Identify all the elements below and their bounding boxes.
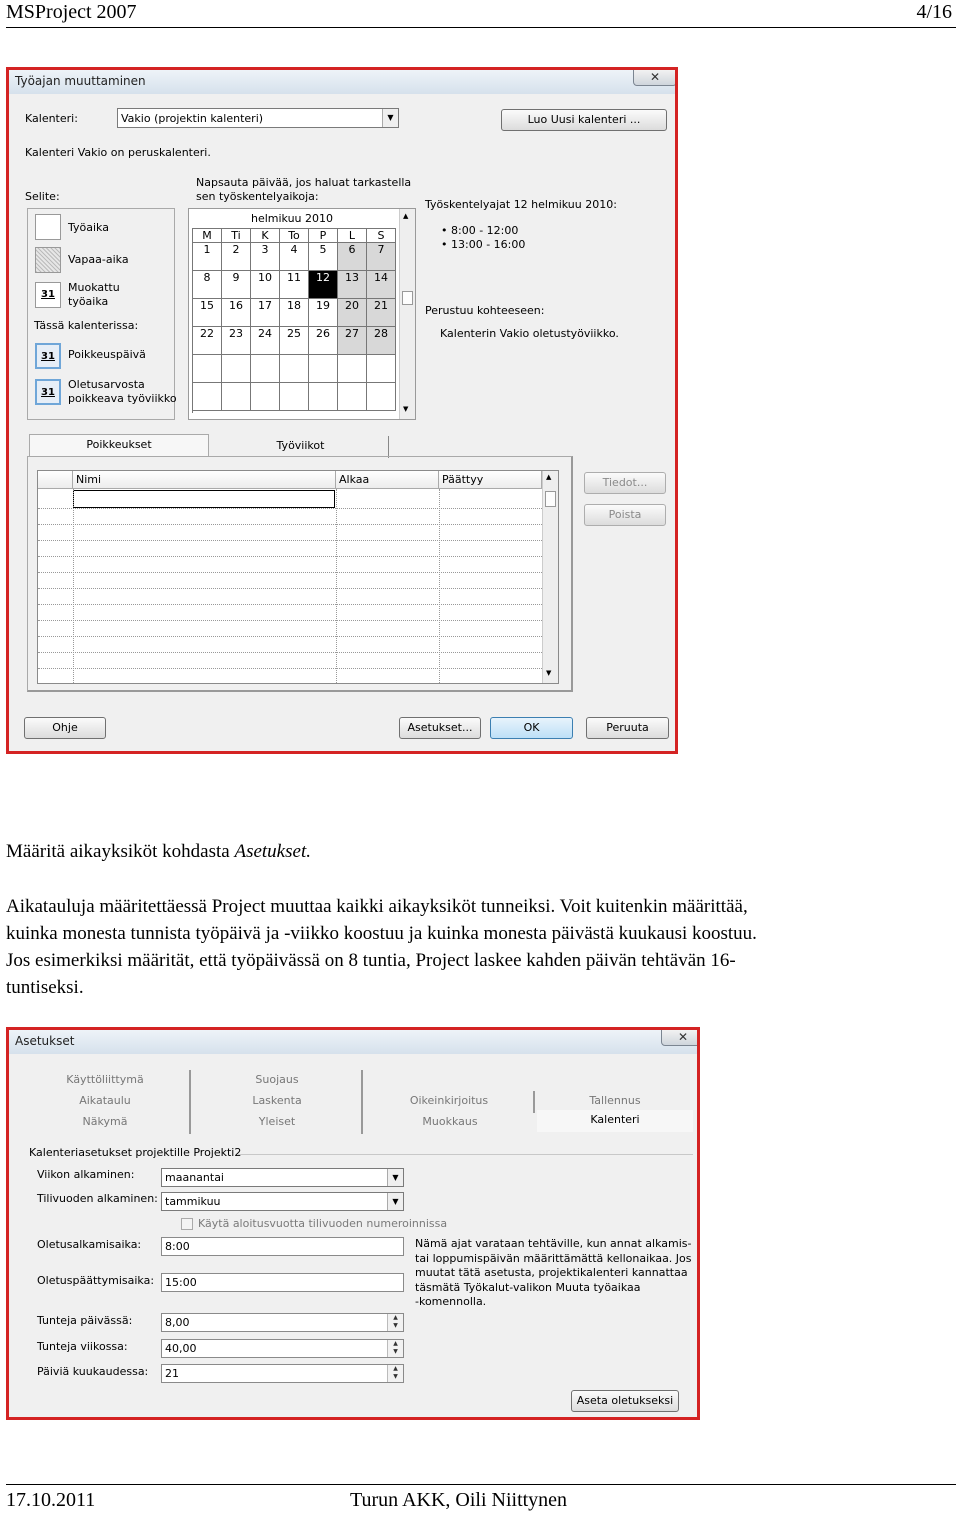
tab-save[interactable]: Tallennus bbox=[589, 1094, 641, 1107]
legend-edited-line2: työaika bbox=[68, 295, 109, 308]
nonworking-time-swatch bbox=[35, 247, 61, 273]
calendar-day[interactable]: 16 bbox=[222, 299, 251, 327]
column-divider bbox=[73, 489, 74, 683]
spinner-arrows-icon[interactable]: ▲ ▼ bbox=[387, 1314, 403, 1331]
table-row[interactable] bbox=[38, 540, 542, 541]
tab-view[interactable]: Näkymä bbox=[21, 1112, 191, 1134]
footer-date: 17.10.2011 bbox=[6, 1489, 96, 1511]
column-divider bbox=[439, 489, 440, 683]
calendar-day[interactable]: 20 bbox=[338, 299, 367, 327]
default-end-label: Oletuspäättymisaika: bbox=[37, 1274, 155, 1287]
calendar-empty-cell bbox=[280, 383, 309, 411]
tab-schedule[interactable]: Aikataulu bbox=[21, 1091, 191, 1113]
table-row[interactable] bbox=[38, 572, 542, 573]
set-as-default-button[interactable]: Aseta oletukseksi bbox=[571, 1390, 679, 1412]
working-times-list: • 8:00 - 12:00 • 13:00 - 16:00 bbox=[441, 224, 526, 251]
legend-box bbox=[27, 208, 175, 420]
spinner-arrows-icon[interactable]: ▲ ▼ bbox=[387, 1340, 403, 1357]
scroll-up-icon[interactable]: ▲ bbox=[403, 212, 409, 220]
hours-per-day-input[interactable]: 8,00 ▲ ▼ bbox=[161, 1313, 404, 1332]
dialog-title: Työajan muuttaminen bbox=[15, 74, 146, 88]
tab-spelling[interactable]: Oikeinkirjoitus bbox=[365, 1091, 535, 1113]
default-times-info: Nämä ajat varataan tehtäville, kun annat alkamis- tai loppumispäivän määrittämättä kellonaikaa. Jos muutat tätä asetusta, projektikalenteri kannattaa täsmätä Työkalut-valikon Muuta työaikaa -komennolla. bbox=[415, 1237, 692, 1308]
weekday-header: To bbox=[280, 229, 309, 243]
table-row[interactable] bbox=[38, 652, 542, 653]
calendar-empty-cell bbox=[367, 355, 396, 383]
weekday-header: P bbox=[309, 229, 338, 243]
fiscal-year-checkbox[interactable] bbox=[181, 1218, 193, 1230]
week-start-select[interactable]: maanantai ▼ bbox=[161, 1168, 404, 1187]
calendar-empty-cell bbox=[193, 355, 222, 383]
table-scrollbar[interactable] bbox=[542, 471, 558, 683]
calendar-day[interactable]: 6 bbox=[338, 243, 367, 271]
calendar-day[interactable]: 7 bbox=[367, 243, 396, 271]
calendar-empty-cell bbox=[367, 383, 396, 411]
calendar-options-title: Kalenteriasetukset projektille Projekti2 bbox=[29, 1146, 242, 1159]
legend-exception: Poikkeuspäivä bbox=[68, 348, 146, 361]
calendar-day[interactable]: 1 bbox=[193, 243, 222, 271]
options-tab-strip bbox=[21, 1070, 693, 1134]
calendar-day[interactable]: 22 bbox=[193, 327, 222, 355]
help-button[interactable]: Ohje bbox=[24, 717, 106, 739]
calendar-empty-cell bbox=[251, 355, 280, 383]
calendar-day[interactable]: 17 bbox=[251, 299, 280, 327]
cancel-button[interactable]: Peruuta bbox=[586, 717, 669, 739]
legend-edited-line1: Muokattu bbox=[68, 281, 120, 294]
calendar-day[interactable]: 8 bbox=[193, 271, 222, 299]
calendar-empty-cell bbox=[251, 383, 280, 411]
calendar-day[interactable]: 3 bbox=[251, 243, 280, 271]
table-row[interactable] bbox=[38, 620, 542, 621]
weekday-header: M bbox=[193, 229, 222, 243]
calendar-month: helmikuu 2010 bbox=[250, 212, 334, 225]
page-footer bbox=[6, 1484, 956, 1514]
default-start-input[interactable]: 8:00 bbox=[161, 1237, 404, 1256]
calendar-empty-cell bbox=[222, 355, 251, 383]
exception-day-swatch: 31 bbox=[35, 343, 61, 369]
days-per-month-label: Päiviä kuukaudessa: bbox=[37, 1365, 149, 1378]
column-divider bbox=[336, 489, 337, 683]
calendar-day[interactable]: 18 bbox=[280, 299, 309, 327]
page-number: 4/16 bbox=[916, 1, 952, 23]
chevron-down-icon[interactable]: ▼ bbox=[387, 1193, 403, 1210]
calendar-day[interactable]: 5 bbox=[309, 243, 338, 271]
legend-nondefault-line1: Oletusarvosta bbox=[68, 378, 145, 391]
week-start-label: Viikon alkaminen: bbox=[37, 1168, 135, 1181]
edited-time-swatch: 31 bbox=[35, 282, 61, 308]
weekday-header: L bbox=[338, 229, 367, 243]
new-calendar-button[interactable]: Luo Uusi kalenteri ... bbox=[501, 109, 667, 131]
column-header-finish[interactable]: Päättyy bbox=[439, 471, 542, 489]
legend-nondefault-line2: poikkeava työviikko bbox=[68, 392, 177, 405]
calendar-day[interactable]: 23 bbox=[222, 327, 251, 355]
based-on-label: Perustuu kohteeseen: bbox=[425, 304, 545, 317]
document-title: MSProject 2007 bbox=[6, 1, 137, 23]
table-row[interactable] bbox=[38, 636, 542, 637]
calendar-day[interactable]: 26 bbox=[309, 327, 338, 355]
column-header-start[interactable]: Alkaa bbox=[336, 471, 439, 489]
default-end-input[interactable]: 15:00 bbox=[161, 1273, 404, 1292]
scroll-thumb[interactable] bbox=[545, 491, 556, 507]
calendar-empty-cell bbox=[338, 355, 367, 383]
options-emphasis: Asetukset. bbox=[234, 841, 311, 862]
click-hint-line2: sen työskentelyaikoja: bbox=[196, 190, 319, 203]
calendar-day[interactable]: 2 bbox=[222, 243, 251, 271]
calendar-day[interactable]: 10 bbox=[251, 271, 280, 299]
details-button[interactable]: Tiedot... bbox=[584, 472, 666, 494]
dialog-titlebar bbox=[9, 70, 675, 94]
calendar-day[interactable]: 24 bbox=[251, 327, 280, 355]
legend-title: Selite: bbox=[25, 190, 60, 203]
hours-per-week-input[interactable]: 40,00 ▲ ▼ bbox=[161, 1339, 404, 1358]
scroll-up-icon[interactable]: ▲ bbox=[546, 473, 552, 481]
paragraph-2-line-4: tuntiseksi. bbox=[6, 977, 84, 998]
working-time-2: 13:00 - 16:00 bbox=[451, 238, 526, 251]
section-divider bbox=[237, 1154, 693, 1155]
footer-author: Turun AKK, Oili Niittynen bbox=[350, 1489, 568, 1511]
table-row[interactable] bbox=[38, 588, 542, 589]
calendar-day[interactable]: 13 bbox=[338, 271, 367, 299]
tab-calculation[interactable]: Laskenta bbox=[193, 1091, 363, 1113]
dialog-title: Asetukset bbox=[15, 1034, 75, 1048]
calendar-empty-cell bbox=[309, 383, 338, 411]
chevron-down-icon[interactable]: ▼ bbox=[387, 1169, 403, 1186]
active-cell[interactable] bbox=[73, 490, 335, 508]
paragraph-2-line-3: Jos esimerkiksi määrität, että työpäivässä on 8 tuntia, Project laskee kahden päivän tehtävän 16- bbox=[6, 950, 736, 971]
change-working-time-dialog bbox=[6, 67, 678, 754]
working-times-title: Työskentelyajat 12 helmikuu 2010: bbox=[425, 198, 617, 211]
scroll-down-icon[interactable]: ▼ bbox=[546, 669, 552, 677]
tab-calendar[interactable]: Kalenteri bbox=[537, 1110, 693, 1132]
close-icon[interactable]: ✕ bbox=[633, 69, 677, 86]
working-time-swatch bbox=[35, 214, 61, 240]
calendar-day[interactable]: 19 bbox=[309, 299, 338, 327]
weekday-header: Ti bbox=[222, 229, 251, 243]
calendar-scrollbar[interactable] bbox=[399, 209, 415, 419]
table-row[interactable] bbox=[38, 604, 542, 605]
legend-nonworking: Vapaa-aika bbox=[68, 253, 129, 266]
options-dialog bbox=[6, 1027, 700, 1420]
weekday-header: K bbox=[251, 229, 280, 243]
chevron-down-icon[interactable]: ▼ bbox=[382, 109, 398, 127]
tab-user-interface[interactable]: Käyttöliittymä bbox=[21, 1070, 191, 1092]
calendar-label: Kalenteri: bbox=[25, 112, 78, 125]
nondefault-week-swatch: 31 bbox=[35, 379, 61, 405]
calendar-empty-cell bbox=[338, 383, 367, 411]
tab-general[interactable]: Yleiset bbox=[193, 1112, 363, 1134]
column-header-name[interactable]: Nimi bbox=[73, 471, 336, 489]
options-button[interactable]: Asetukset... bbox=[399, 717, 481, 739]
close-icon[interactable]: ✕ bbox=[661, 1029, 700, 1046]
tab-edit[interactable]: Muokkaus bbox=[422, 1115, 478, 1128]
hours-per-week-label: Tunteja viikossa: bbox=[37, 1340, 128, 1353]
fiscal-start-select[interactable]: tammikuu ▼ bbox=[161, 1192, 404, 1211]
calendar-grid[interactable] bbox=[192, 228, 396, 413]
dialog-titlebar bbox=[9, 1030, 697, 1054]
calendar-day[interactable]: 4 bbox=[280, 243, 309, 271]
ok-button[interactable]: OK bbox=[490, 717, 573, 739]
tab-work-weeks[interactable]: Työviikot bbox=[213, 436, 389, 458]
paragraph-2-line-1: Aikatauluja määritettäessä Project muuttaa kaikki aikayksiköt tunneiksi. Voit kuitenkin määrittää, bbox=[6, 896, 748, 917]
calendar-empty-cell bbox=[222, 383, 251, 411]
calendar-empty-cell bbox=[280, 355, 309, 383]
calendar-select[interactable]: Vakio (projektin kalenteri) ▼ bbox=[117, 108, 399, 128]
table-row[interactable] bbox=[38, 668, 542, 669]
tab-security[interactable]: Suojaus bbox=[193, 1070, 363, 1092]
legend-working: Työaika bbox=[68, 221, 109, 234]
calendar-day[interactable]: 14 bbox=[367, 271, 396, 299]
row-header-corner bbox=[38, 471, 73, 489]
calendar-day[interactable]: 28 bbox=[367, 327, 396, 355]
based-on-value: Kalenterin Vakio oletustyöviikko. bbox=[440, 327, 619, 340]
legend-in-this-calendar: Tässä kalenterissa: bbox=[34, 319, 139, 332]
calendar-day[interactable]: 27 bbox=[338, 327, 367, 355]
calendar-day[interactable]: 21 bbox=[367, 299, 396, 327]
days-per-month-input[interactable]: 21 ▲ ▼ bbox=[161, 1364, 404, 1383]
fiscal-year-checkbox-label: Käytä aloitusvuotta tilivuoden numeroinnissa bbox=[198, 1217, 448, 1230]
spinner-arrows-icon[interactable]: ▲ ▼ bbox=[387, 1365, 403, 1382]
calendar-widget[interactable] bbox=[188, 208, 416, 420]
page-header bbox=[6, 0, 956, 28]
calendar-empty-cell bbox=[309, 355, 338, 383]
table-row[interactable] bbox=[38, 556, 542, 557]
paragraph-2-line-2: kuinka monesta tunnista työpäivä ja -viikko koostuu ja kuinka monesta päivästä kuukausi koostuu. bbox=[6, 923, 757, 944]
calendar-day[interactable]: 25 bbox=[280, 327, 309, 355]
calendar-empty-cell bbox=[193, 383, 222, 411]
paragraph-1: Määritä aikayksiköt kohdasta Asetukset. bbox=[6, 841, 311, 862]
table-row[interactable] bbox=[38, 524, 542, 525]
hours-per-day-label: Tunteja päivässä: bbox=[37, 1314, 133, 1327]
calendar-day[interactable]: 15 bbox=[193, 299, 222, 327]
calendar-day[interactable]: 11 bbox=[280, 271, 309, 299]
delete-button[interactable]: Poista bbox=[584, 504, 666, 526]
calendar-day[interactable]: 12 bbox=[309, 271, 338, 299]
working-time-1: 8:00 - 12:00 bbox=[451, 224, 519, 237]
default-start-label: Oletusalkamisaika: bbox=[37, 1238, 142, 1251]
weekday-header: S bbox=[367, 229, 396, 243]
scroll-down-icon[interactable]: ▼ bbox=[403, 405, 409, 413]
calendar-day[interactable]: 9 bbox=[222, 271, 251, 299]
base-calendar-text: Kalenteri Vakio on peruskalenteri. bbox=[25, 146, 211, 159]
exceptions-table[interactable] bbox=[37, 470, 559, 684]
fiscal-start-label: Tilivuoden alkaminen: bbox=[37, 1192, 158, 1205]
tab-exceptions[interactable]: Poikkeukset bbox=[29, 434, 209, 456]
scroll-thumb[interactable] bbox=[402, 291, 413, 305]
table-row[interactable] bbox=[38, 508, 542, 509]
click-hint-line1: Napsauta päivää, jos haluat tarkastella bbox=[196, 176, 412, 189]
